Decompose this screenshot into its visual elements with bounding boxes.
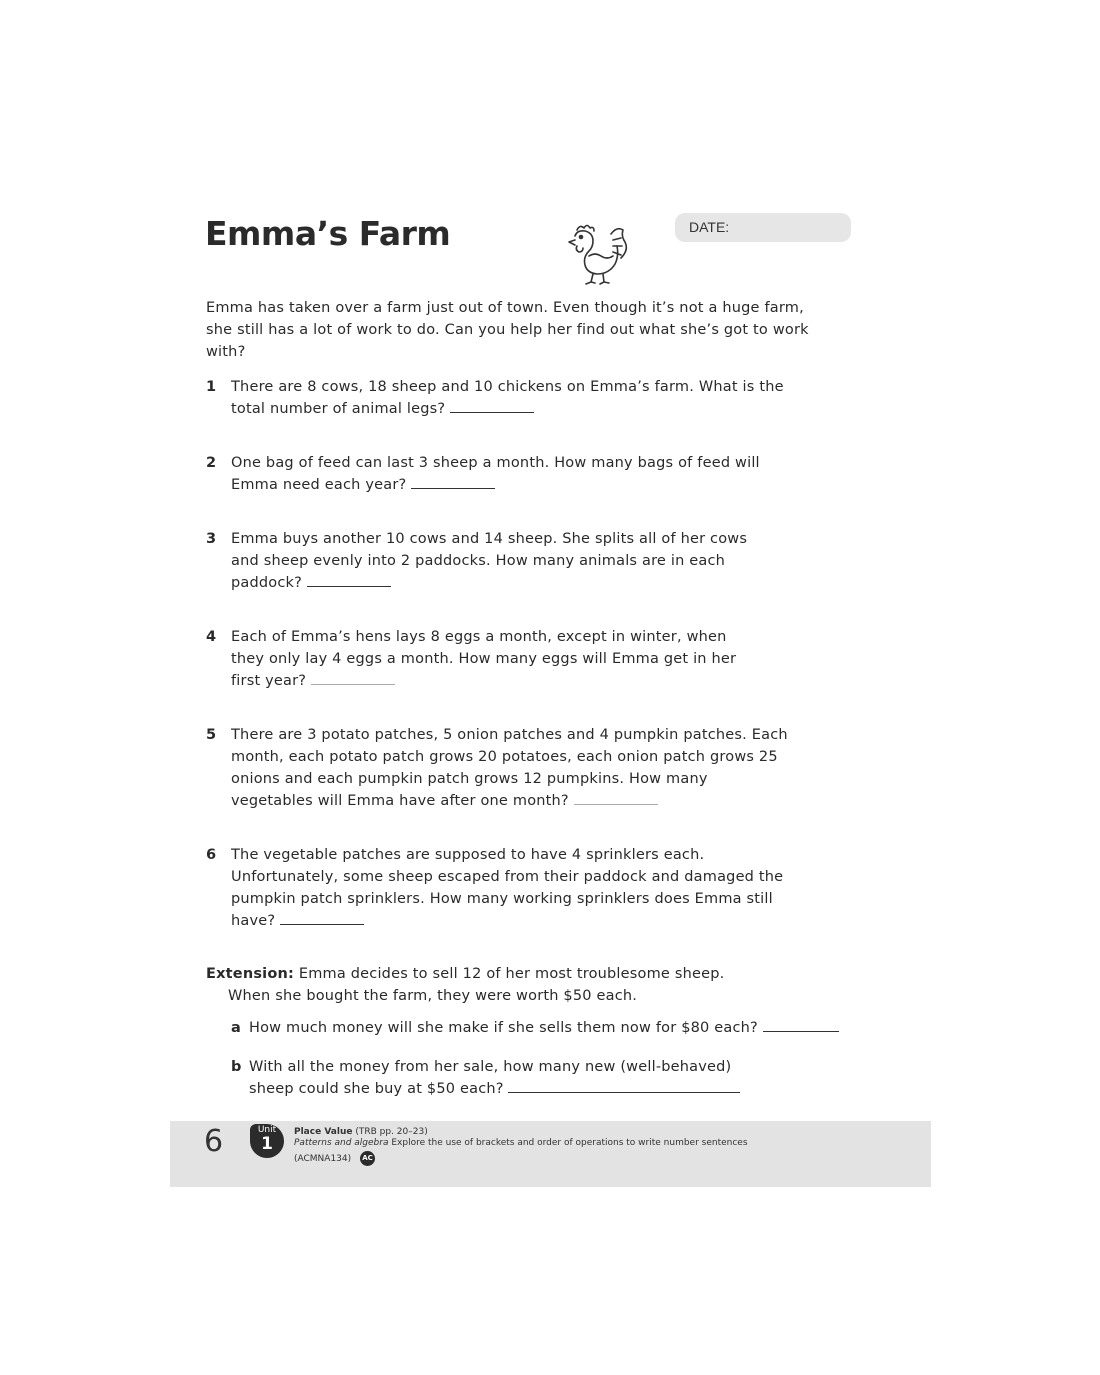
question-text: The vegetable patches are supposed to have 4 sprinklers each. Unfortunately, some sheep escaped from their paddock and damaged the pumpkin patch sprinklers. How many working sprinklers does Emma still have? — [231, 847, 784, 929]
part-text: With all the money from her sale, how many new (well-behaved) sheep could she buy at $50 each? — [249, 1059, 732, 1097]
hen-illustration — [563, 220, 631, 286]
extension-part-b — [231, 1056, 751, 1100]
answer-blank-3[interactable] — [307, 572, 391, 587]
answer-blank-2[interactable] — [411, 474, 495, 489]
footer-topic: Place Value — [294, 1127, 353, 1137]
intro-paragraph: Emma has taken over a farm just out of town. Even though it’s not a huge farm, she still has a lot of work to do. Can you help her find out what she’s got to work with? — [206, 300, 809, 360]
extension-part-a — [231, 1017, 871, 1039]
question-3 — [206, 528, 766, 594]
question-number: 1 — [206, 379, 217, 395]
answer-blank-a[interactable] — [763, 1017, 839, 1032]
extension-line-1: Emma decides to sell 12 of her most troublesome sheep. — [298, 966, 725, 982]
unit-word: Unit — [257, 1125, 277, 1135]
footer-strand: Patterns and algebra — [294, 1138, 389, 1148]
page-title: Emma’s Farm — [205, 214, 451, 253]
page-footer — [170, 1121, 931, 1187]
question-number: 2 — [206, 455, 217, 471]
footer-code: (ACMNA134) — [294, 1154, 352, 1164]
question-4 — [206, 626, 751, 692]
page-number: 6 — [204, 1124, 224, 1159]
question-text: Each of Emma’s hens lays 8 eggs a month, except in winter, when they only lay 4 eggs a month. How many eggs will Emma get in her first year? — [231, 629, 737, 689]
question-text: Emma buys another 10 cows and 14 sheep. She splits all of her cows and sheep evenly into 2 paddocks. How many animals are in each paddock? — [231, 531, 748, 591]
question-5 — [206, 724, 791, 812]
unit-badge — [250, 1124, 284, 1158]
question-1 — [206, 376, 806, 420]
unit-number: 1 — [261, 1134, 273, 1154]
part-letter: b — [231, 1059, 242, 1075]
answer-blank-5[interactable] — [574, 790, 658, 805]
question-text: One bag of feed can last 3 sheep a month. How many bags of feed will Emma need each year? — [231, 455, 760, 493]
footer-descriptor-line — [294, 1138, 748, 1148]
part-text: How much money will she make if she sells them now for $80 each? — [249, 1020, 758, 1036]
extension-label: Extension: — [206, 966, 295, 982]
extension-line-2: When she bought the farm, they were worth $50 each. — [228, 988, 638, 1004]
answer-blank-1[interactable] — [450, 398, 534, 413]
question-number: 6 — [206, 847, 217, 863]
answer-blank-4[interactable] — [311, 670, 395, 685]
question-text: There are 3 potato patches, 5 onion patches and 4 pumpkin patches. Each month, each potato patch grows 20 potatoes, each onion patch grows 25 onions and each pumpkin patch grows 12 pumpkins. How many vegetables will Emma have after one month? — [231, 727, 788, 809]
answer-blank-b[interactable] — [508, 1078, 740, 1093]
question-number: 4 — [206, 629, 217, 645]
answer-blank-6[interactable] — [280, 910, 364, 925]
footer-descriptor: Explore the use of brackets and order of operations to write number sentences — [391, 1138, 748, 1148]
footer-topic-ref: (TRB pp. 20–23) — [355, 1127, 428, 1137]
question-6 — [206, 844, 786, 932]
question-text: There are 8 cows, 18 sheep and 10 chickens on Emma’s farm. What is the total number of animal legs? — [231, 379, 784, 417]
footer-code-line — [294, 1151, 375, 1166]
extension-block — [206, 963, 846, 1007]
question-2 — [206, 452, 806, 496]
footer-topic-line — [294, 1127, 428, 1137]
ac-logo-icon: AC — [360, 1151, 375, 1166]
date-field[interactable] — [675, 213, 851, 242]
date-label: DATE: — [689, 219, 730, 235]
part-letter: a — [231, 1020, 241, 1036]
question-number: 3 — [206, 531, 217, 547]
question-number: 5 — [206, 727, 217, 743]
